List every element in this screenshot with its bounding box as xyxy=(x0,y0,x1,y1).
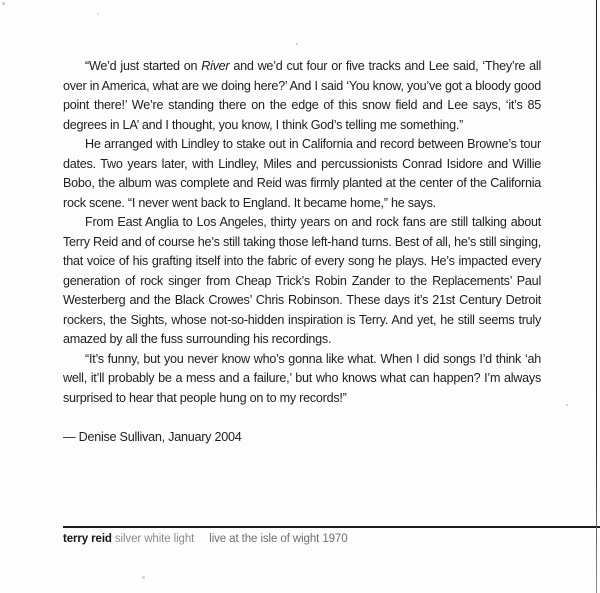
paragraph-3 xyxy=(63,213,541,350)
byline: — Denise Sullivan, January 2004 xyxy=(63,429,242,444)
footer-album-title: silver white light xyxy=(114,533,195,545)
scan-speck xyxy=(566,404,568,406)
liner-notes-text xyxy=(63,57,541,447)
scan-speck xyxy=(2,2,5,5)
paragraph-3-text: From East Anglia to Los Angeles, thirty years on and rock fans are still talking about Terry Reid and of course he’s still taking those left-hand turns. Best of all, he’s still singing, that voice of his grafting itself into the fabric of every song he plays. He’s impacted every generation of rock singer from Cheap Trick’s Robin Zander to the Replacements’ Paul Westerberg and the Black Crowes’ Chris Robinson. These days it’s 21st Century Detroit rockers, the Sights, whose not-so-hidden inspiration is Terry. And yet, he still seems truly amazed by all the fuss surrounding his recordings. xyxy=(63,215,541,346)
scanned-page-edge-line xyxy=(596,0,598,593)
paragraph-2-text: He arranged with Lindley to stake out in California and record between Browne’s tour dates. Two years later, with Lindley, Miles and percussionists Conrad Isidore and Willie Bobo, the album was complete and Reid was firmly planted at the center of the California rock scene. “I never went back to England. It became home,” he says. xyxy=(63,137,541,210)
footer-event-title: live at the isle of wight 1970 xyxy=(209,533,348,545)
paragraph-1-text-continued: and we’d cut four or five tracks and Lee said, ‘They’re all over in America, what are we doing here?’ And I said ‘You know, you’ve got a bloody good point there!’ We’re standing there on the edge of this snow field and Lee says, ‘it’s 85 degrees in LA’ and I thought, you know, I think God’s telling me something.” xyxy=(63,59,541,132)
scan-speck xyxy=(97,13,99,15)
album-title-river-italic: River xyxy=(201,59,230,73)
paragraph-2 xyxy=(63,135,541,213)
paragraph-1-text: “We’d just started on xyxy=(85,59,202,73)
footer-artist-name: terry reid xyxy=(63,533,112,545)
paragraph-4-text: “It’s funny, but you never know who’s gonna like what. When I did songs I’d think ‘ah well, it’ll probably be a mess and a failure,’ but who knows what can happen? I’m always surprised to hear that people hung on to my records!” xyxy=(63,351,541,405)
paragraph-4 xyxy=(63,350,541,409)
footer-divider-rule xyxy=(63,526,600,528)
scan-speck xyxy=(296,43,298,45)
paragraph-1 xyxy=(63,57,541,135)
footer-credit-line xyxy=(63,533,593,545)
scan-speck xyxy=(142,576,145,579)
